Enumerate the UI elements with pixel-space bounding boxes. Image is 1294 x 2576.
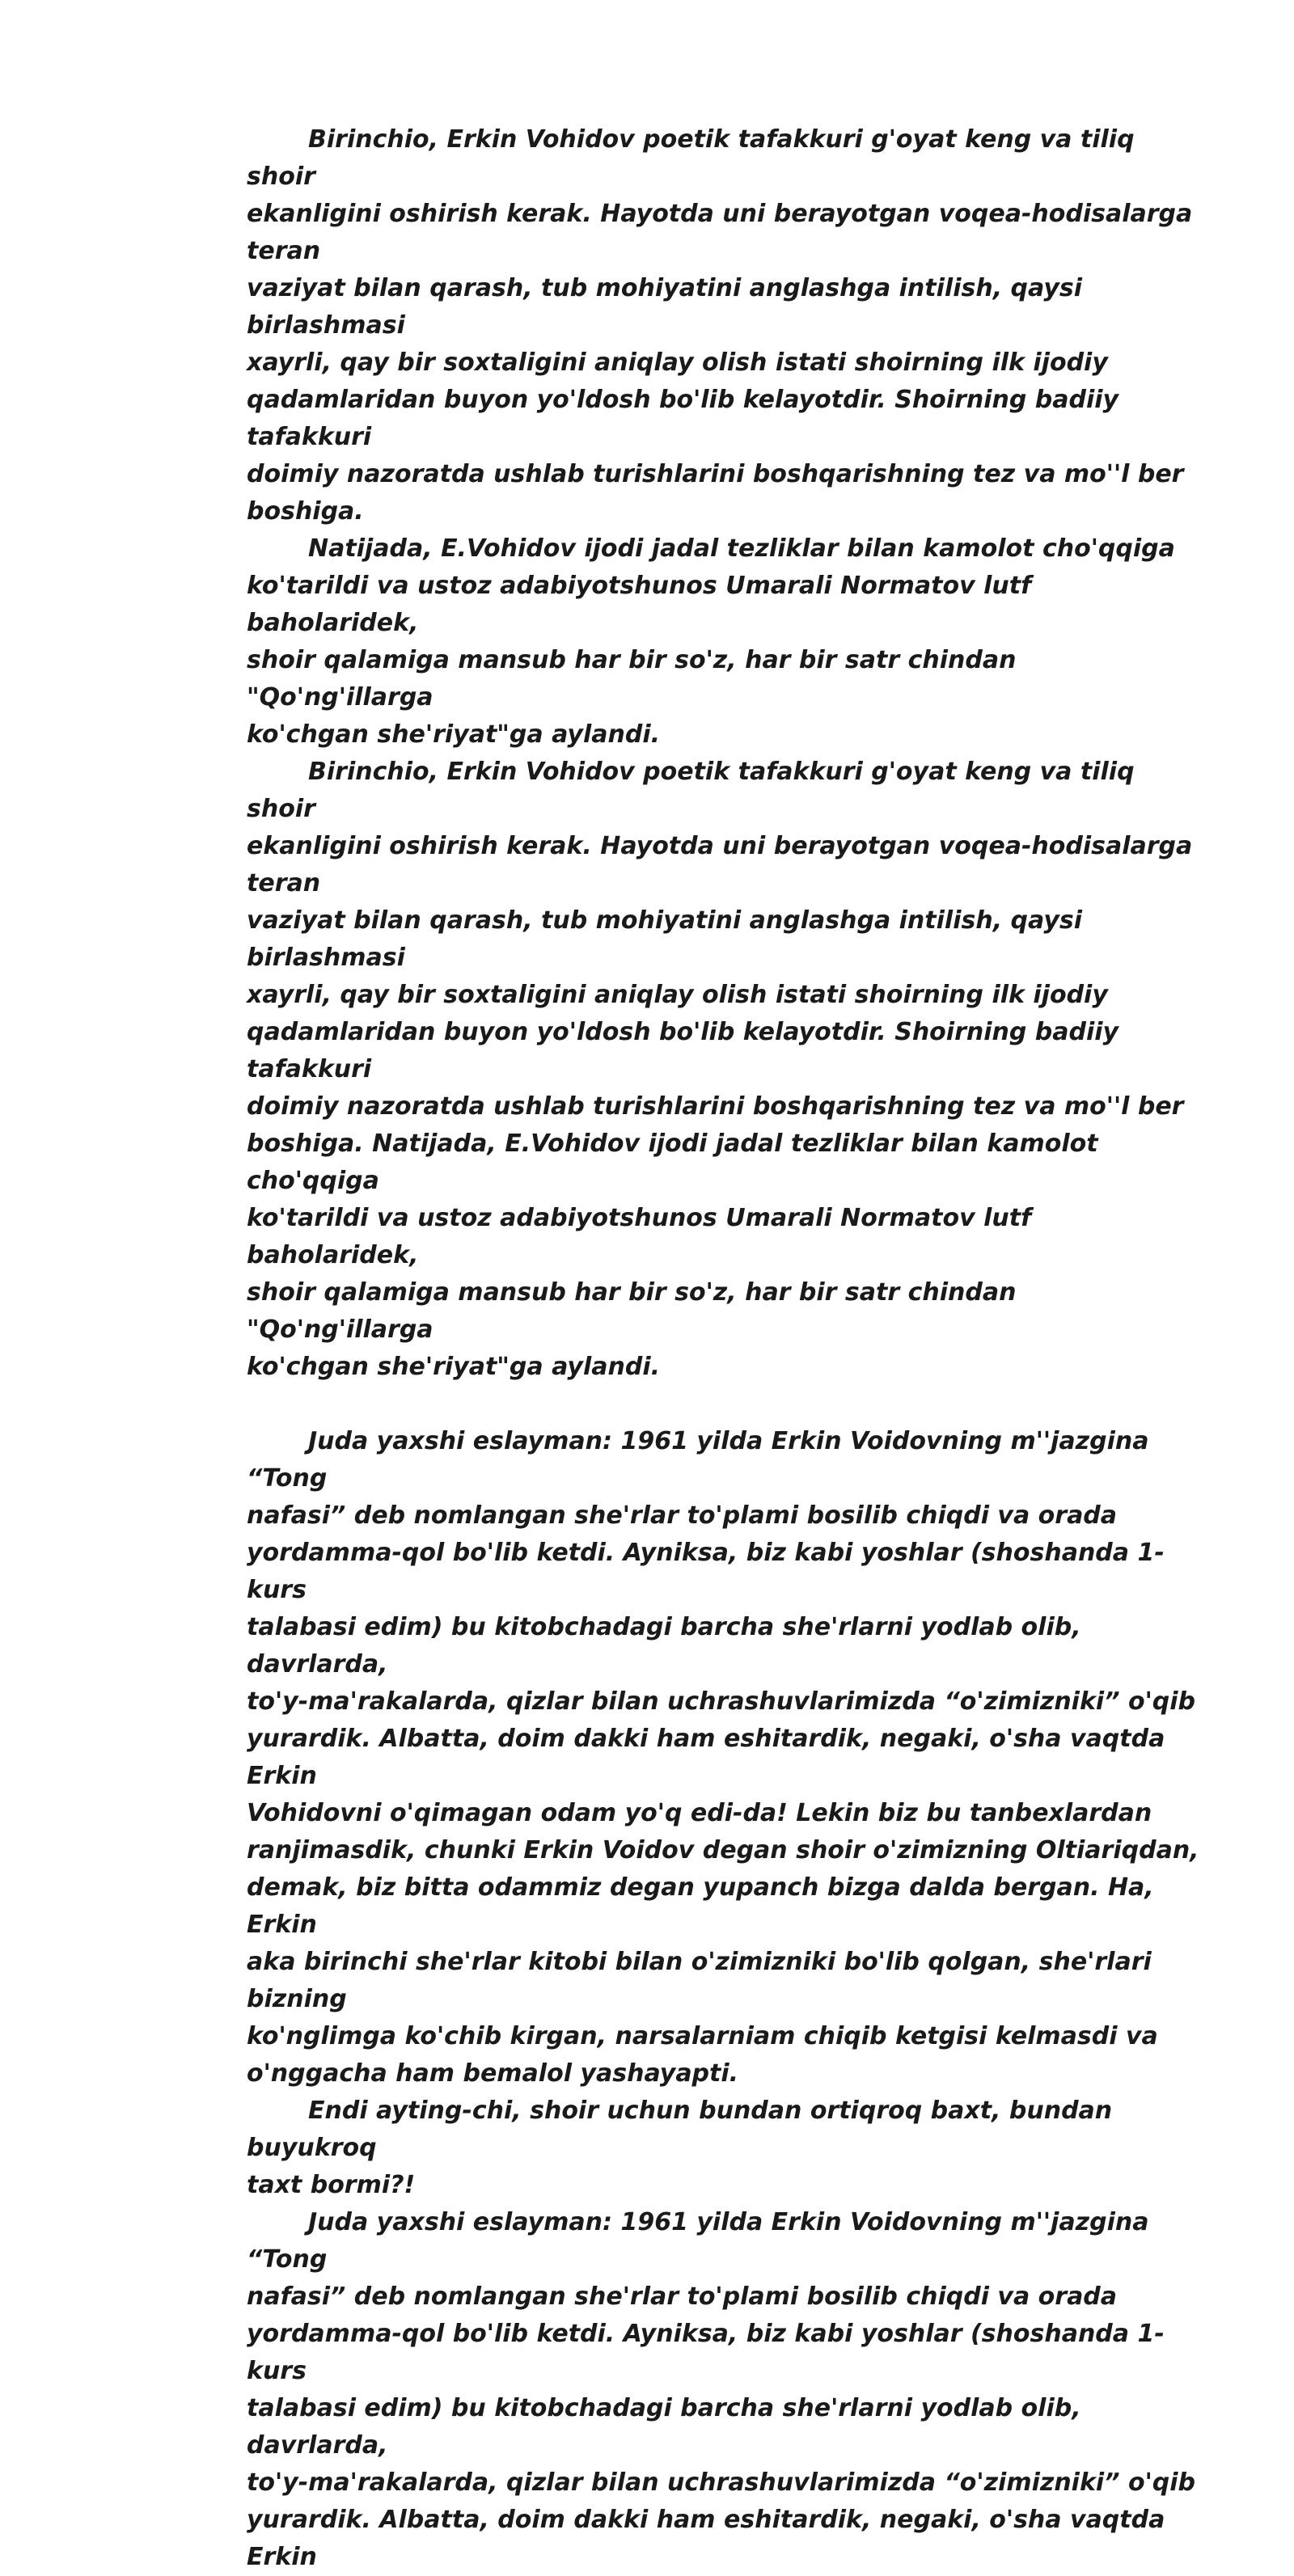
text-line: ko'chgan she'riyat"ga aylandi.	[247, 720, 661, 749]
text-line: xayrli, qay bir soxtaligini aniqlay olish istati shoirning ilk ijodiy	[247, 981, 1108, 1009]
paragraph-2	[247, 530, 1209, 754]
text-line: aka birinchi she'rlar kitobi bilan o'zimizniki bo'lib qolgan, she'rlari bizning	[247, 1948, 1152, 2013]
text-line: vaziyat bilan qarash, tub mohiyatini anglashga intilish, qaysi birlashmasi	[247, 906, 1083, 972]
text-line: to'y-ma'rakalarda, qizlar bilan uchrashuvlarimizda “o'zimizniki” o'qib	[247, 2468, 1195, 2497]
paragraph-3	[247, 754, 1209, 1386]
text-line: nafasi” deb nomlangan she'rlar to'plami bosilib chiqdi va orada	[247, 2283, 1118, 2311]
text-line: qadamlaridan buyon yo'ldosh bo'lib kelayotdir. Shoirning badiiy tafakkuri	[247, 386, 1119, 451]
text-line: ranjimasdik, chunki Erkin Voidov degan shoir o'zimizning Oltiariqdan,	[247, 1836, 1199, 1864]
text-line: yurardik. Albatta, doim dakki ham eshitardik, negaki, o'sha vaqtda Erkin	[247, 2506, 1165, 2571]
text-line: taxt bormi?!	[247, 2171, 416, 2199]
text-line: boshiga.	[247, 497, 364, 526]
paragraph-1	[247, 121, 1209, 530]
paragraph-6	[247, 2204, 1209, 2576]
text-line: Vohidovni o'qimagan odam yo'q edi-da! Lekin biz bu tanbexlardan	[247, 1799, 1152, 1827]
text-line: yurardik. Albatta, doim dakki ham eshitardik, negaki, o'sha vaqtda Erkin	[247, 1725, 1165, 1790]
text-line: xayrli, qay bir soxtaligini aniqlay olish istati shoirning ilk ijodiy	[247, 348, 1108, 377]
text-line: ekanligini oshirish kerak. Hayotda uni berayotgan voqea-hodisalarga teran	[247, 200, 1193, 265]
text-line: vaziyat bilan qarash, tub mohiyatini anglashga intilish, qaysi birlashmasi	[247, 274, 1083, 340]
paragraph-5	[247, 2092, 1209, 2204]
text-line: doimiy nazoratda ushlab turishlarini boshqarishning tez va mo''l ber	[247, 460, 1184, 488]
paragraph-4	[247, 1423, 1209, 2092]
text-line: ko'tarildi va ustoz adabiyotshunos Umarali Normatov lutf baholaridek,	[247, 1204, 1032, 1269]
text-line: yordamma-qol bo'lib ketdi. Ayniksa, biz kabi yoshlar (shoshanda 1-kurs	[247, 2320, 1165, 2385]
text-line: ekanligini oshirish kerak. Hayotda uni berayotgan voqea-hodisalarga teran	[247, 832, 1193, 897]
text-line: boshiga. Natijada, E.Vohidov ijodi jadal tezliklar bilan kamolot cho'qqiga	[247, 1130, 1098, 1195]
text-line: talabasi edim) bu kitobchadagi barcha she'rlarni yodlab olib, davrlarda,	[247, 1613, 1081, 1679]
text-line: Natijada, E.Vohidov ijodi jadal tezliklar bilan kamolot cho'qqiga	[308, 534, 1175, 563]
text-line: doimiy nazoratda ushlab turishlarini boshqarishning tez va mo''l ber	[247, 1092, 1184, 1121]
text-line: Birinchio, Erkin Vohidov poetik tafakkuri g'oyat keng va tiliq shoir	[247, 125, 1135, 191]
text-line: nafasi” deb nomlangan she'rlar to'plami bosilib chiqdi va orada	[247, 1501, 1118, 1530]
text-line: ko'tarildi va ustoz adabiyotshunos Umarali Normatov lutf baholaridek,	[247, 572, 1032, 637]
text-line: Juda yaxshi eslayman: 1961 yilda Erkin Voidovning m''jazgina “Tong	[247, 2208, 1149, 2274]
text-line: Juda yaxshi eslayman: 1961 yilda Erkin Voidovning m''jazgina “Tong	[247, 1427, 1149, 1493]
document-page	[247, 121, 1209, 2576]
text-line: to'y-ma'rakalarda, qizlar bilan uchrashuvlarimizda “o'zimizniki” o'qib	[247, 1687, 1195, 1716]
text-line: shoir qalamiga mansub har bir so'z, har bir satr chindan "Qo'ng'illarga	[247, 1278, 1017, 1344]
text-line: yordamma-qol bo'lib ketdi. Ayniksa, biz kabi yoshlar (shoshanda 1-kurs	[247, 1539, 1165, 1604]
text-line: Endi ayting-chi, shoir uchun bundan ortiqroq baxt, bundan buyukroq	[247, 2097, 1113, 2162]
text-line: ko'nglimga ko'chib kirgan, narsalarniam chiqib ketgisi kelmasdi va	[247, 2022, 1158, 2050]
blank-line	[247, 1386, 1209, 1423]
text-line: talabasi edim) bu kitobchadagi barcha she'rlarni yodlab olib, davrlarda,	[247, 2394, 1081, 2460]
text-line: o'nggacha ham bemalol yashayapti.	[247, 2059, 739, 2088]
text-line: Birinchio, Erkin Vohidov poetik tafakkuri g'oyat keng va tiliq shoir	[247, 758, 1135, 823]
text-line: shoir qalamiga mansub har bir so'z, har bir satr chindan "Qo'ng'illarga	[247, 646, 1017, 712]
text-line: qadamlaridan buyon yo'ldosh bo'lib kelayotdir. Shoirning badiiy tafakkuri	[247, 1018, 1119, 1083]
text-line: demak, biz bitta odammiz degan yupanch bizga dalda bergan. Ha, Erkin	[247, 1873, 1154, 1939]
text-line: ko'chgan she'riyat"ga aylandi.	[247, 1353, 661, 1381]
